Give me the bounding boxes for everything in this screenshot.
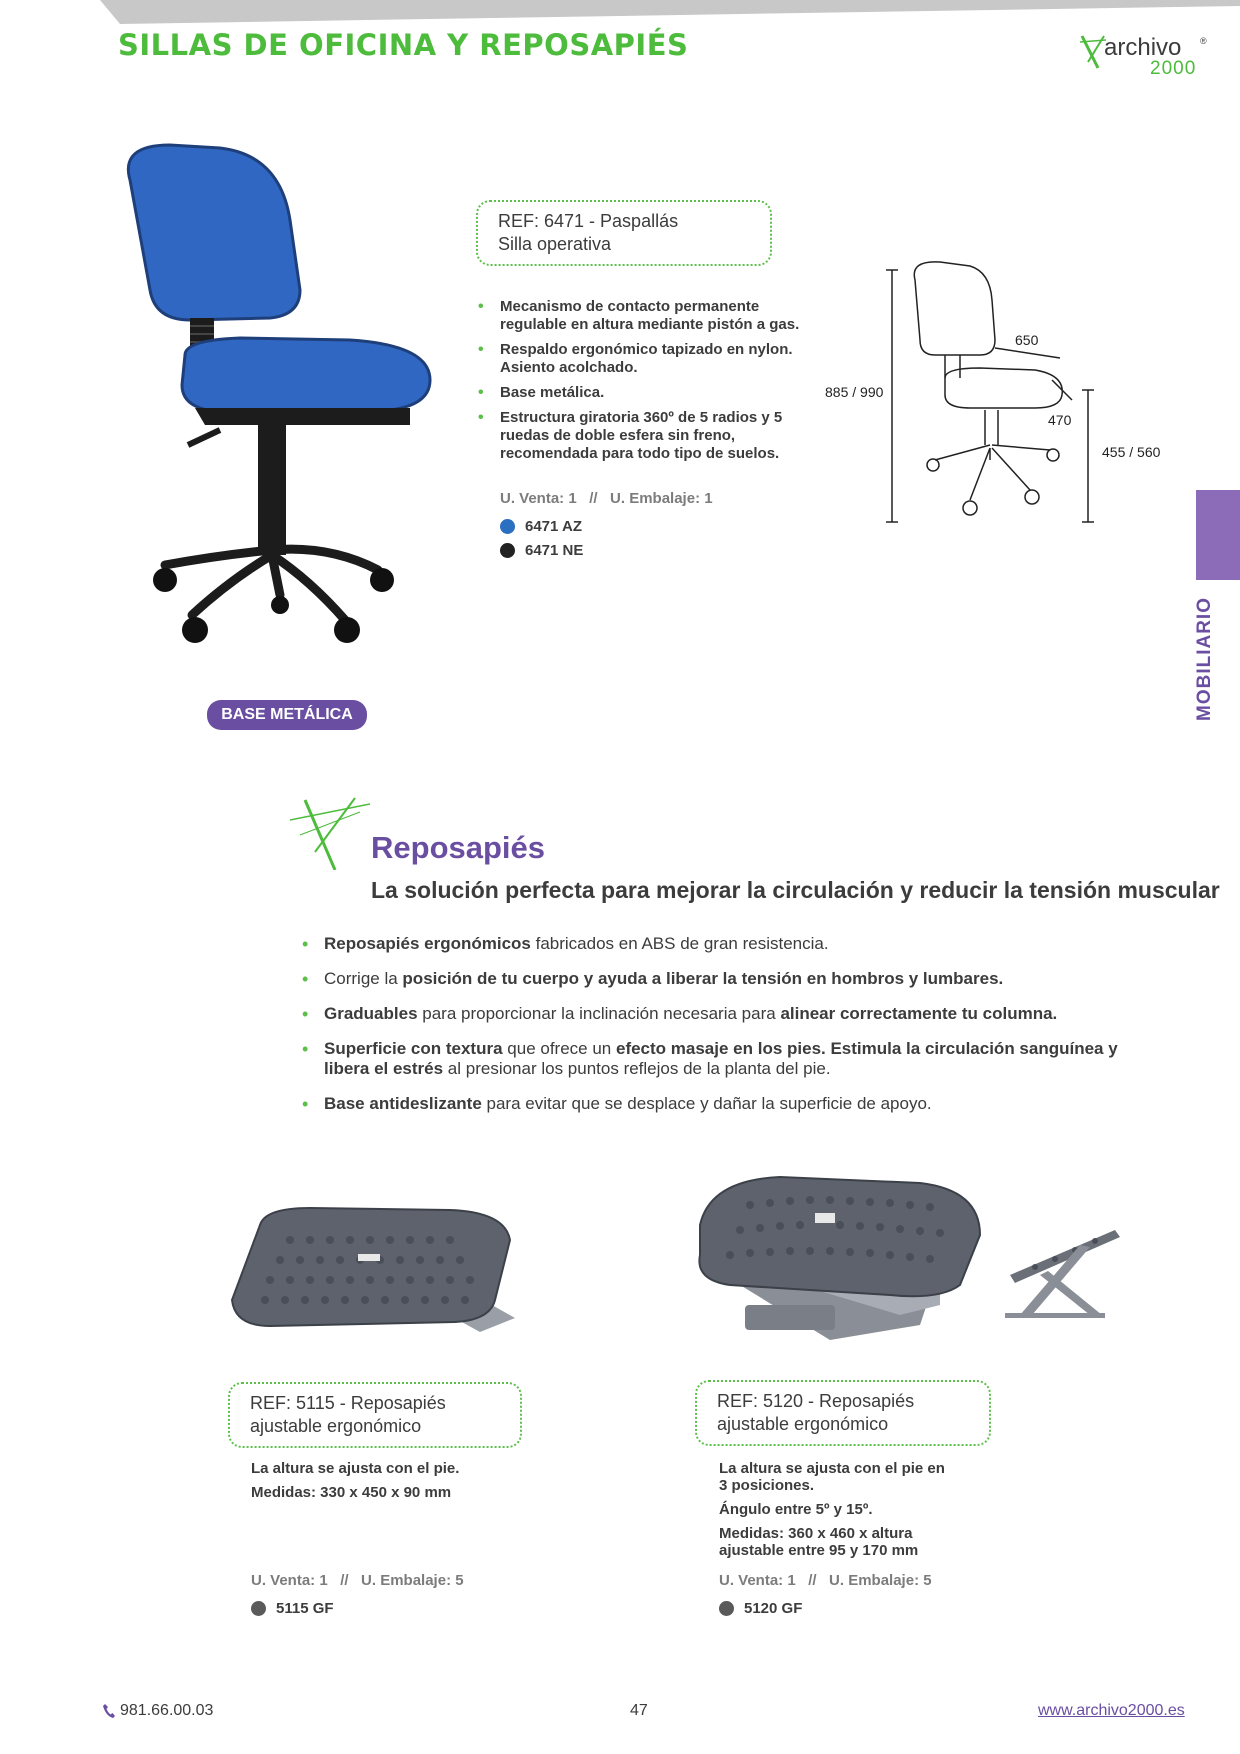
color-swatch-blue [500,519,515,534]
product-ref-line1: REF: 5120 - Reposapiés [717,1391,915,1411]
product-5120-variant [719,1600,802,1617]
bullet-segment: para evitar que se desplace y dañar la superficie de apoyo. [481,1094,932,1113]
dim-width: 650 [1015,332,1039,348]
chair-variant-ne [500,542,583,559]
dim-seat-height: 455 / 560 [1102,444,1161,460]
footrest-5120-image [690,1175,1130,1345]
bullet-segment: al presionar los puntos reflejos de la planta del pie. [443,1059,831,1078]
product-5115-variant [251,1600,334,1617]
variant-code: 5115 GF [276,1600,334,1617]
logo-number: 2000 [1150,58,1197,79]
product-5120-units: U. Venta: 1 // U. Embalaje: 5 [719,1572,932,1589]
section-subtitle: La solución perfecta para mejorar la circulación y reducir la tensión muscular [371,877,1220,903]
color-swatch-grey [719,1601,734,1616]
bullet-segment: Graduables [324,1004,418,1023]
bullet-segment: Superficie con textura [324,1039,503,1058]
reposapies-bullet [300,1004,1150,1024]
brand-logo [1080,28,1215,80]
logo-registered: ® [1200,36,1207,46]
product-5115-units: U. Venta: 1 // U. Embalaje: 5 [251,1572,464,1589]
chair-units: U. Venta: 1 // U. Embalaje: 1 [500,490,713,507]
reposapies-bullet [300,1039,1150,1079]
side-tab-label: MOBILIARIO [1194,597,1215,721]
bullet-segment: fabricados en ABS de gran resistencia. [530,934,829,953]
product-info-line: Medidas: 330 x 450 x 90 mm [251,1484,452,1501]
dim-height: 885 / 990 [825,384,884,400]
office-chair-image [110,140,450,660]
chair-feature: • Estructura giratoria 360º de 5 radios y 5 ruedas de doble esfera sin freno, recomendada para todo tipo de suelos. [476,409,816,463]
page-number: 47 [630,1702,648,1719]
variant-code: 6471 AZ [525,518,582,535]
footrest-5115-image [220,1200,540,1350]
color-swatch-grey [251,1601,266,1616]
chair-ref-line1: REF: 6471 - Paspallás [498,211,679,231]
variant-code: 5120 GF [744,1600,803,1617]
reposapies-bullet [300,1094,1150,1114]
reposapies-bullet [300,934,1150,954]
chair-variant-az [500,518,582,535]
product-info-line: Medidas: 360 x 460 x altura ajustable entre 95 y 170 mm [719,1525,919,1559]
reposapies-bullet-list [300,934,1150,1129]
base-metalica-badge: BASE METÁLICA [207,700,367,730]
brand-mark-icon [290,790,370,870]
bullet-segment: efecto masaje en los pies. Estimula la circulación sanguínea y libera el estrés [324,1039,1118,1078]
side-tab [1196,490,1240,580]
product-5115-ref-box [228,1382,522,1448]
bullet-segment: que ofrece un [502,1039,616,1058]
section-title: Reposapiés [371,830,546,865]
chair-feature: • Mecanismo de contacto permanente regulable en altura mediante pistón a gas. [476,298,816,334]
product-ref-line2: ajustable ergonómico [250,1416,422,1436]
product-5120-info [719,1460,949,1559]
bullet-segment: Base antideslizante [324,1094,482,1113]
chair-feature-list [476,298,816,470]
product-info-line: Ángulo entre 5º y 15º. [719,1501,873,1518]
logo-word: archivo [1104,34,1182,61]
color-swatch-black [500,543,515,558]
product-5115-info [251,1460,511,1501]
product-info-line: La altura se ajusta con el pie. [251,1460,460,1477]
bullet-segment: posición de tu cuerpo y ayuda a liberar la tensión en hombros y lumbares. [402,969,1004,988]
header-bar [100,0,1240,24]
product-ref-line2: ajustable ergonómico [717,1414,889,1434]
chair-dimension-diagram [820,260,1180,540]
product-ref-line1: REF: 5115 - Reposapiés [250,1393,446,1413]
chair-feature: • Respaldo ergonómico tapizado en nylon. Asiento acolchado. [476,341,816,377]
variant-code: 6471 NE [525,542,584,559]
footer-phone[interactable] [102,1702,213,1720]
product-5120-ref-box [695,1380,991,1446]
website-link[interactable]: www.archivo2000.es [1038,1702,1185,1719]
page-title: SILLAS DE OFICINA Y REPOSAPIÉS [118,28,689,62]
bullet-segment: alinear correctamente tu columna. [780,1004,1058,1023]
reposapies-bullet [300,969,1150,989]
bullet-segment: para proporcionar la inclinación necesaria para [417,1004,781,1023]
phone-number: 981.66.00.03 [120,1702,214,1719]
chair-ref-box [476,200,772,266]
phone-icon [102,1703,116,1719]
bullet-segment: Reposapiés ergonómicos [324,934,531,953]
chair-ref-line2: Silla operativa [498,234,612,254]
chair-feature: • Base metálica. [476,384,816,402]
product-info-line: La altura se ajusta con el pie en 3 posiciones. [719,1460,945,1494]
dim-depth: 470 [1048,412,1072,428]
bullet-segment: Corrige la [324,969,403,988]
